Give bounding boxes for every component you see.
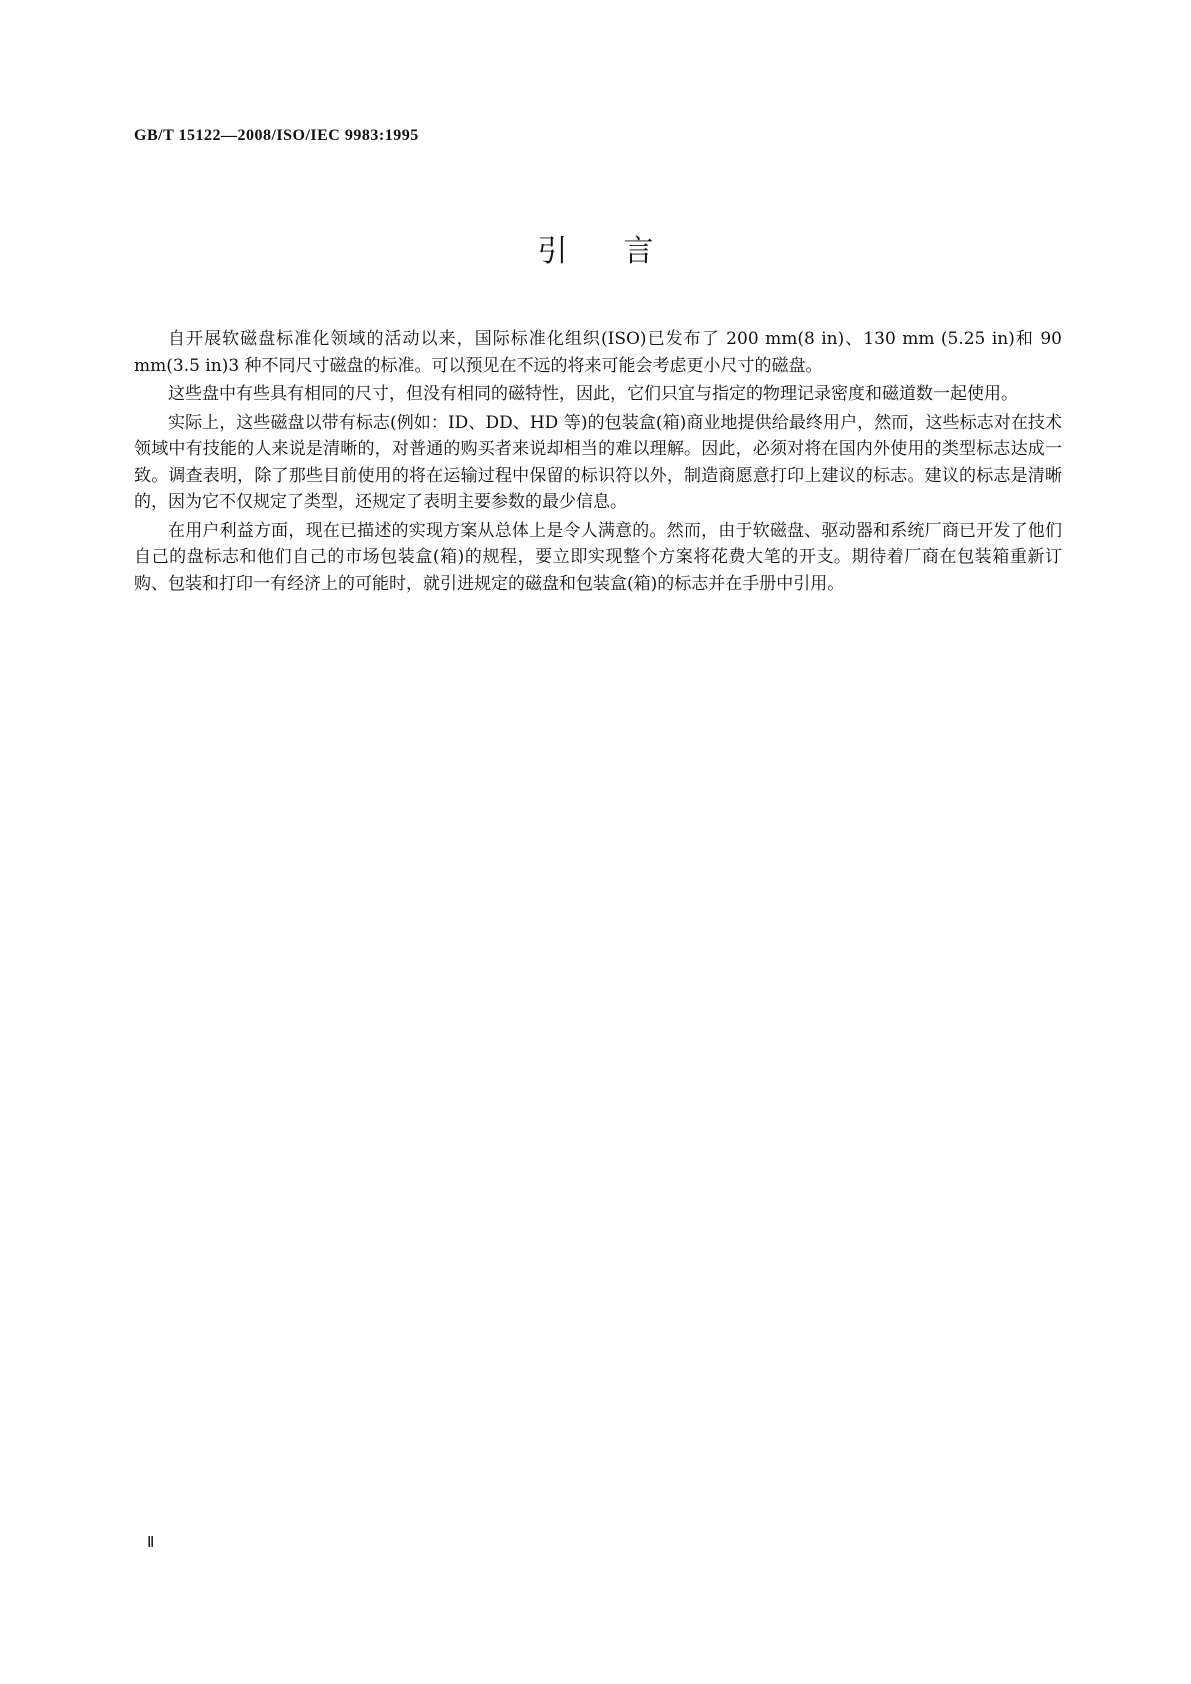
paragraph-2: 这些盘中有些具有相同的尺寸，但没有相同的磁特性，因此，它们只宜与指定的物理记录密度和磁道数一起使用。 (168, 384, 1018, 404)
paragraph-4: 在用户利益方面，现在已描述的实现方案从总体上是令人满意的。然而，由于软磁盘、驱动器和系统厂商已开发了他们自己的盘标志和他们自己的市场包装盒(箱)的规程，要立即实现整个方案将花费大笔的开支。期待着厂商在包装箱重新订购、包装和打印一有经济上的可能时，就引进规定的磁盘和包装盒(箱)的标志并在手册中引用。 (134, 520, 1062, 594)
page-number: Ⅱ (147, 1535, 155, 1551)
standard-number-header: GB/T 15122—2008/ISO/IEC 9983:1995 (134, 127, 419, 144)
paragraph-3: 实际上，这些磁盘以带有标志(例如：ID、DD、HD 等)的包装盒(箱)商业地提供给最终用户，然而，这些标志对在技术领域中有技能的人来说是清晰的，对普通的购买者来说却相当的难以理解。因此，必须对将在国内外使用的类型标志达成一致。调查表明，除了那些目前使用的将在运输过程中保留的标识符以外，制造商愿意打印上建议的标志。建议的标志是清晰的，因为它不仅规定了类型，还规定了表明主要参数的最少信息。 (134, 412, 1062, 512)
introduction-body (134, 326, 1062, 599)
paragraph-1: 自开展软磁盘标准化领域的活动以来，国际标准化组织(ISO)已发布了 200 mm(8 in)、130 mm (5.25 in)和 90 mm(3.5 in)3 种不同尺寸磁盘的标准。可以预见在不远的将来可能会考虑更小尺寸的磁盘。 (134, 329, 1062, 376)
page-title: 引言 (537, 234, 710, 269)
